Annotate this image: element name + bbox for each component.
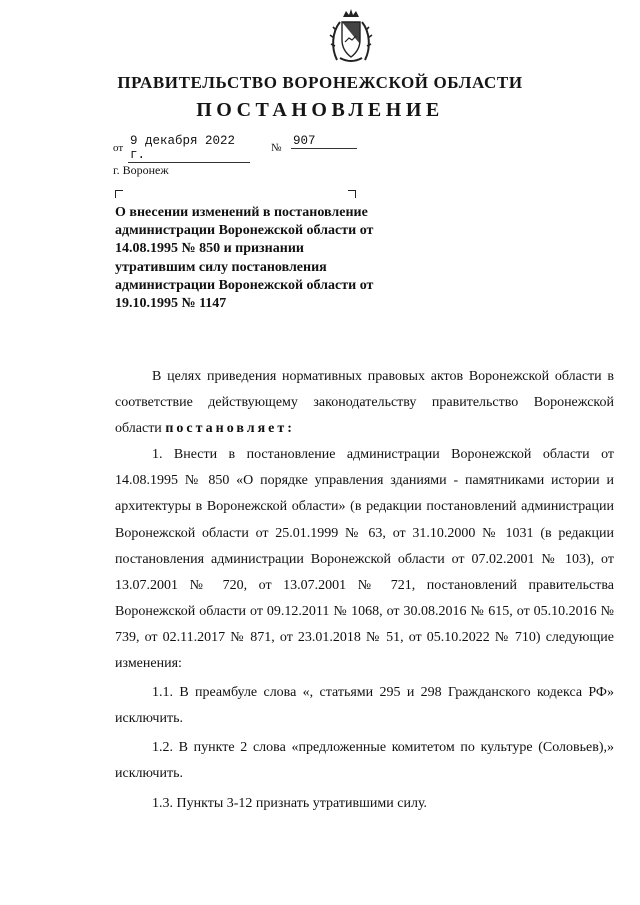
government-name: ПРАВИТЕЛЬСТВО ВОРОНЕЖСКОЙ ОБЛАСТИ xyxy=(117,73,523,92)
preamble-text: В целях приведения нормативных правовых актов Воронежской области в соответствие действующему законодательству правительство Воронежской области xyxy=(115,369,614,437)
decree-word: постановляет: xyxy=(165,421,295,437)
item-1: 1. Внести в постановление администрации Воронежской области от 14.08.1995 № 850 «О порядке управления зданиями - памятниками истории и архитектуры в Воронежской области» (в редакции постановлений администрации Воронежской области от 25.01.1999 № 63, от 31.10.2000 № 1031 (в редакции постановления администрации Воронежской области от 07.02.2001 № 103), от 13.07.2001 № 720, от 13.07.2001 № 721, постановлений правительства Воронежской области от 09.12.2011 № 1068, от 30.08.2016 № 615, от 05.10.2016 № 739, от 02.11.2017 № 871, от 23.01.2018 № 51, от 05.10.2022 № 710) следующие изменения: xyxy=(115,447,614,672)
document-date: 9 декабря 2022 г. xyxy=(128,134,250,163)
date-number-line xyxy=(113,134,373,162)
document-body xyxy=(115,364,614,817)
from-label: от xyxy=(113,142,124,154)
city-label: г. Воронеж xyxy=(113,163,169,177)
document-subject: О внесении изменений в постановление администрации Воронежской области от 14.08.1995 № 850 и признании утратившим силу постановления администрации Воронежской области от 19.10.1995 № 1147 xyxy=(115,205,374,312)
number-label: № xyxy=(271,142,282,154)
item-1-3: 1.3. Пункты 3-12 признать утратившими силу. xyxy=(152,795,428,811)
item-1-1: 1.1. В преамбуле слова «, статьями 295 и 298 Гражданского кодекса РФ» исключить. xyxy=(115,685,614,727)
preamble-paragraph xyxy=(115,364,614,442)
corner-mark-left xyxy=(115,190,123,198)
document-type-title: ПОСТАНОВЛЕНИЕ xyxy=(196,99,444,121)
document-number: 907 xyxy=(291,134,357,149)
coat-of-arms-icon xyxy=(328,8,374,66)
item-1-2: 1.2. В пункте 2 слова «предложенные комитетом по культуре (Соловьев),» исключить. xyxy=(115,740,614,782)
corner-mark-right xyxy=(348,190,356,198)
